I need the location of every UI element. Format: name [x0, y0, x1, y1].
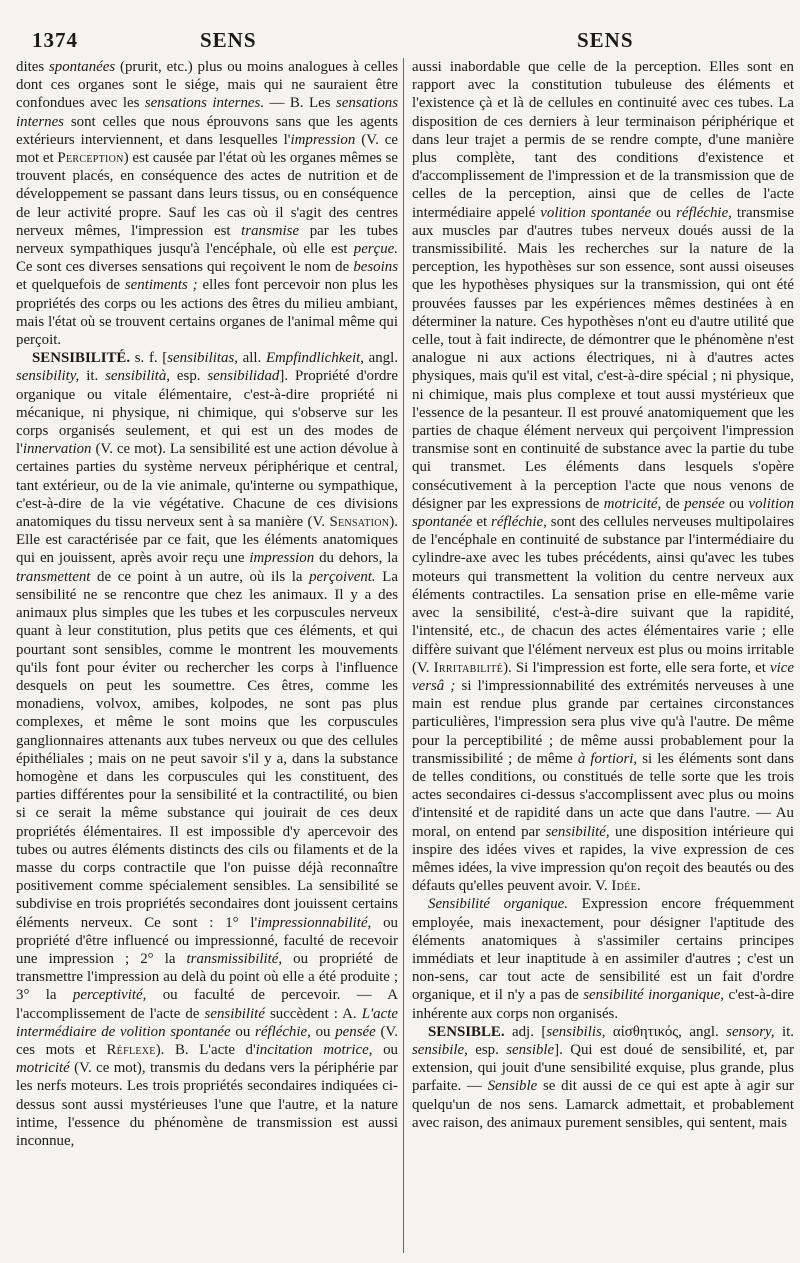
text-run: de — [661, 495, 685, 512]
text-run: et quelquefois de — [16, 277, 125, 294]
column-divider — [403, 58, 404, 1253]
text-run: volition spontanée — [540, 204, 652, 221]
text-run: perçue. — [353, 241, 398, 258]
text-run: αἰσθητικός, angl. — [605, 1023, 727, 1040]
text-run: si les éléments sont dans de telles conditions, ou constitués de telle sorte que les trois actes secondaires ci-dessus s'accomplissent avec plus ou moins d'intensité et de rapidité dans un acte que dans l'autre. — Au moral, on entend par — [412, 750, 794, 840]
entry-sensibilite-continued — [412, 58, 794, 895]
text-run: sensibile, — [412, 1041, 468, 1058]
text-run: transmise — [241, 222, 300, 239]
text-run: sensations internes — [16, 95, 398, 130]
text-run: ou — [230, 1023, 256, 1040]
text-run: spontanées — [48, 59, 116, 75]
text-run: sensations internes. — [144, 95, 265, 112]
entry-continuation-sensation — [16, 58, 398, 349]
text-run: Sensible — [487, 1078, 538, 1095]
text-run: Sensibilité organique. — [428, 896, 569, 913]
text-run: ]. Qui est doué de sensibilité, et, par extension, qui jouit d'une sensibilité exquise, plus grande, plus parfaite. — — [412, 1041, 794, 1095]
text-run: transmissibilité, — [186, 950, 283, 967]
text-run: Ce sont ces diverses sensations qui reçoivent le nom de — [16, 259, 354, 276]
cross-reference: Perception — [57, 150, 124, 167]
text-run: sont des cellules nerveuses multipolaires de l'encéphale en continuité de substance par l'intermédiaire du cylindre-axe avec les tubes précédents, ainsi qu'avec les tubes moteurs qui transmettent la volition du centre nerveux aux éléments contractiles. La sensation prise en elle-même varie avec la sensibilité, c'est-à-dire suivant que la rapidité, l'intensité, etc., de chacun des actes élémentaires varie ; elle diffère suivant que l'élément nerveux est plus ou moins irritable (V. — [412, 514, 794, 676]
text-run: pensée — [684, 495, 725, 512]
text-run: dites — [16, 59, 49, 75]
text-run: motricité — [16, 1060, 70, 1077]
running-head-right: SENS — [577, 28, 634, 52]
page-number: 1374 — [32, 28, 78, 52]
text-run: it. — [774, 1023, 794, 1040]
text-run: besoins — [353, 259, 398, 276]
text-run: réfléchie, — [255, 1023, 311, 1040]
headword: SENSIBLE. — [428, 1023, 505, 1040]
text-run: impression — [249, 550, 315, 567]
text-run: elles font percevoir non plus les propriétés des corps ou les actions des êtres du milieu ambiant, mais l'état où se trouvent certains organes de l'animal même qui perçoit. — [16, 277, 398, 349]
running-head-left: SENS — [200, 28, 257, 52]
text-run: esp. — [170, 368, 208, 385]
text-run: ou propriété de transmettre l'impression au delà du point où elle a été produite ; 3° la — [16, 950, 398, 1004]
text-run: à fortiori, — [577, 750, 638, 767]
text-run: sensibilité — [204, 1005, 265, 1022]
cross-reference: Irritabilité — [433, 659, 504, 676]
text-run: se dit aussi de ce qui est apte à agir sur quelqu'un de nos sens. Lamarck admettait, et probablement avec raison, des animaux purement sensibles, qui sentent, mais — [412, 1078, 794, 1131]
text-run: c'est-à-dire inhérente aux corps non organisés. — [412, 987, 794, 1022]
text-run: aussi inabordable que celle de la perception. Elles sont en rapport avec la constitution tubuleuse des éléments et l'existence çà et là de cellules en continuité avec ces tubes. La disposition de ces derniers à leur terminaison périphérique et dans leur trajet a permis de se rendre compte, d'une manière plus complète, tant des conditions d'existence et d'accomplissement de l'impression et de la transmission que de celles de la perception, ainsi que de celles de l'acte intermédiaire appelé — [412, 59, 794, 221]
text-run: ) est causée par l'état où les organes mêmes se trouvent placés, en conséquence des actes de nutrition et de développement se passant dans leurs tissus, ou en conséquence de leur activité propre. Sauf les cas où il s'agit des centres nerveux mêmes, l'impression est — [16, 150, 398, 239]
text-run: (V. ce mot). La sensibilité est une action dévolue à certaines parties du système nerveux périphérique et central, tant extérieur, ou de la vie animale, qu'interne ou sympathique, c'est-à-dire de la vie végétative. Chacune de ces divisions anatomiques du tissu nerveux sent à sa manière (V. — [16, 441, 398, 531]
text-run: incitation motrice, — [255, 1041, 373, 1058]
text-run: Empfindlichkeit, — [265, 350, 364, 367]
text-run: ou faculté de percevoir. — A l'accomplissement de l'acte de — [16, 987, 398, 1022]
left-column — [16, 58, 398, 1253]
text-run: sensibilità, — [105, 368, 171, 385]
text-run: angl. — [363, 350, 398, 367]
cross-reference: Réflexe — [106, 1041, 156, 1058]
text-run: et — [472, 514, 492, 531]
text-run: (prurit, etc.) plus ou moins analogues à celles dont ces organes sont le siége, mais qui ne sauraient être confondues avec les — [16, 59, 398, 112]
entry-sensible — [412, 1023, 794, 1132]
text-run: sensibilis, — [546, 1023, 606, 1040]
cross-reference: Idée — [611, 878, 638, 895]
right-column — [412, 58, 794, 1253]
text-run: sentiments ; — [124, 277, 198, 294]
text-run: ]. Propriété d'ordre organique ou vitale élémentaire, c'est-à-dire propriété ni mécanique, ni physique, ni chimique, qui s'observe sur les corps organisés seulement, et qui est un des modes de l' — [16, 368, 398, 458]
text-run: une disposition intérieure qui inspire des idées vives et rapides, la vive expression de ces mêmes idées, la vive impression qu'on reçoit des beautés ou des défauts qu'elles peuvent avoir. V. — [412, 823, 794, 895]
headword: SENSIBILITÉ. — [32, 350, 131, 367]
text-run: sensible — [506, 1041, 555, 1058]
text-run: ). B. L'acte d' — [155, 1041, 256, 1058]
text-run: sensory, — [726, 1023, 775, 1040]
text-run: Expression encore fréquemment employée, mais inexactement, pour désigner l'aptitude des éléments anatomiques à s'assimiler certains principes immédiats et leur inaptitude à en assimiler d'autres ; c'est un non-sens, car tout acte de sensibilité est un fait d'ordre organique, et il n'y a pas de — [412, 896, 794, 1004]
text-run: sensibilité inorganique, — [583, 987, 725, 1004]
text-run: ou — [651, 204, 677, 221]
text-run: réfléchie, — [491, 514, 547, 531]
text-run: — B. Les — [264, 95, 336, 112]
text-run: motricité, — [603, 495, 662, 512]
text-run: La sensibilité ne se rencontre que chez les animaux. Il y a des animaux plus simples que les tubes et les corpuscules nerveux quant à leur constitution, plus petits que ces éléments, et qui pourtant sont sensibles, comme le montrent les mouvements qu'ils font pour éviter ou rechercher les corps à l'influence desquels on peut les soumettre. Ces êtres, comme les monadiens, volvox, amibes, kolpodes, ne sont pas plus complexes, et même le sont moins que les corpuscules ganglionnaires attenants aux tubes nerveux ou que des cellules épithéliales ; mais on ne peut savoir s'il y a, dans la substance homogène et dans les corpuscules qui les constituent, des parties différentes pour la sensibilité et la contractilité, ou bien si ce serait la même substance qui jouirait de ces deux propriétés élémentaires. Il est impossible d'y apercevoir des tubes ou autres éléments distincts des cils ou filaments et de la masse du corps contractile que l'on puisse déjà reconnaître positivement comme spécialement sensibles. La sensibilité se subdivise en trois propriétés secondaires dont jouissent certains éléments nerveux. Ce sont : 1° l' — [16, 568, 398, 931]
text-run: ). Si l'impression est forte, elle sera forte, et — [503, 659, 771, 676]
text-run: innervation — [22, 441, 92, 458]
text-run: adj. [ — [504, 1023, 547, 1040]
text-run: ou — [372, 1041, 398, 1058]
text-run: impressionnabilité, — [257, 914, 372, 931]
text-run: sont celles que nous éprouvons sans que les agents extérieurs interviennent, et dans lesquelles l' — [16, 113, 398, 148]
text-run: (V. ce mot), transmis du dedans vers la périphérie par les nerfs moteurs. Les trois propriétés secondaires indiquées ci-dessus sont aussi mystérieuses l'une que l'autre, et la nature intime, l'essence du phénomène de transmission est aussi inconnue, — [16, 1060, 398, 1149]
text-run: (V. ce mot et — [16, 131, 398, 167]
text-run: ou propriété d'être influencé ou impressionné, faculté de recevoir une impression ; 2° la — [16, 914, 398, 967]
text-run: pensée — [335, 1023, 376, 1040]
entry-sensibilite-organique — [412, 895, 794, 1022]
text-run: sensibilidad — [207, 368, 280, 385]
text-run: sensibilitas, — [167, 350, 238, 367]
text-run: ou — [724, 495, 749, 512]
text-run: de ce point à un autre, où ils la — [90, 568, 310, 585]
text-run: (V. ces mots et — [16, 1023, 398, 1058]
text-run: volition spontanée — [412, 495, 794, 531]
cross-reference: Sensation — [329, 514, 390, 531]
text-run: sensibility, — [16, 368, 80, 385]
text-run: s. f. [ — [130, 350, 168, 367]
text-run: du dehors, la — [314, 550, 398, 567]
text-run: par les tubes nerveux sympathiques jusqu'à l'encéphale, où elle est — [16, 222, 398, 258]
text-run: perçoivent. — [309, 568, 376, 585]
text-run: si l'impressionnabilité des extrémités nerveuses à une main est rendue plus grande par certaines circonstances particulières, l'impression sera plus vive qu'à l'autre. De même pour la perceptibilité ; de même aussi probablement pour la transmissibilité ; de même — [412, 677, 794, 767]
text-run: all. — [238, 350, 266, 367]
text-run: succèdent : A. — [264, 1005, 362, 1022]
text-run: impression — [290, 131, 356, 148]
text-run: . — [637, 878, 641, 895]
text-run: esp. — [467, 1041, 507, 1058]
text-run: sensibilité, — [545, 823, 610, 840]
text-run: ou — [310, 1023, 336, 1040]
text-run: ). Elle est caractérisée par ce fait, que les éléments anatomiques qui en jouissent, après avoir reçu une — [16, 514, 398, 567]
text-run: it. — [79, 368, 106, 385]
text-run: transmise aux muscles par d'autres tubes nerveux doués aussi de la transmissibilité. Mais les recherches sur la nature de la perception, les hypothèses sur son essence, sont aussi oiseuses que les hypothèses physiques sur la transmission, qui ont été prouvées fausses par les expériences mêmes destinées à en déterminer la nature. Ces hypothèses n'ont eu d'autre utilité que celle, tout à fait indirecte, de démontrer que le phénomène n'est analogue ni aux actions électriques, ni à d'autres actes physiques, mais qu'il est vital, c'est-à-dire spécial ; ni physique, ni chimique, mais plus complexe et tout aussi mystérieux que l'essence de la pesanteur. Il est prouvé anatomiquement que les parties de chaque élément nerveux qui perçoivent l'impression transmise sont en continuité de substance avec la partie du tube qui transmet. Les éléments dans lesquels s'opère consécutivement à la perception l'acte que nous venons de désigner par les expressions de — [412, 204, 794, 512]
text-run: perceptivité, — [72, 987, 147, 1004]
text-run: vice versâ ; — [412, 659, 794, 694]
text-run: L'acte intermédiaire de volition spontanée — [16, 1005, 398, 1040]
text-run: réfléchie, — [676, 204, 732, 221]
entry-sensibilite — [16, 349, 398, 1150]
text-run: transmettent — [16, 568, 91, 585]
